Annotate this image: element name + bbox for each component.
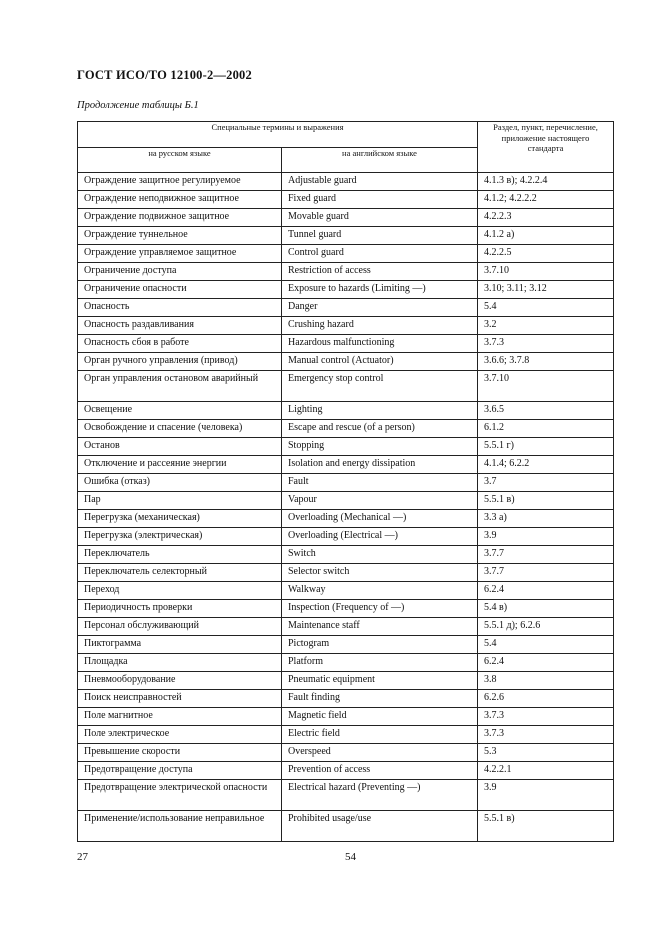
header-special-terms: Специальные термины и выражения [78, 122, 478, 148]
term-english: Restriction of access [282, 263, 478, 281]
term-reference: 3.7.7 [478, 546, 614, 564]
term-english: Exposure to hazards (Limiting —) [282, 281, 478, 299]
table-row [78, 672, 614, 690]
term-english: Hazardous malfunctioning [282, 335, 478, 353]
term-reference: 6.1.2 [478, 420, 614, 438]
term-reference: 4.2.2.1 [478, 762, 614, 780]
term-english: Stopping [282, 438, 478, 456]
term-english: Fault [282, 474, 478, 492]
term-russian: Пиктограмма [78, 636, 282, 654]
table-row [78, 317, 614, 335]
header-section-reference: Раздел, пункт, перечисление, приложение настоящего стандарта [478, 122, 614, 173]
table-row [78, 371, 614, 402]
table-row [78, 474, 614, 492]
term-english: Lighting [282, 402, 478, 420]
term-english: Control guard [282, 245, 478, 263]
term-russian: Персонал обслуживающий [78, 618, 282, 636]
page-number-center: 54 [345, 851, 356, 863]
table-row [78, 209, 614, 227]
table-row [78, 744, 614, 762]
term-reference: 3.7.3 [478, 335, 614, 353]
terms-table [77, 121, 614, 842]
table-row [78, 281, 614, 299]
term-russian: Опасность сбоя в работе [78, 335, 282, 353]
term-reference: 3.7.7 [478, 564, 614, 582]
term-english: Maintenance staff [282, 618, 478, 636]
term-russian: Пар [78, 492, 282, 510]
term-english: Overloading (Electrical —) [282, 528, 478, 546]
table-row [78, 528, 614, 546]
term-reference: 3.7.3 [478, 726, 614, 744]
term-english: Electrical hazard (Preventing —) [282, 780, 478, 811]
term-english: Manual control (Actuator) [282, 353, 478, 371]
term-reference: 3.6.6; 3.7.8 [478, 353, 614, 371]
document-title: ГОСТ ИСО/ТО 12100-2—2002 [77, 68, 252, 82]
table-row [78, 173, 614, 191]
term-reference: 4.2.2.3 [478, 209, 614, 227]
term-english: Isolation and energy dissipation [282, 456, 478, 474]
term-russian: Останов [78, 438, 282, 456]
term-reference: 6.2.6 [478, 690, 614, 708]
term-english: Movable guard [282, 209, 478, 227]
term-reference: 5.5.1 в) [478, 811, 614, 842]
table-row [78, 420, 614, 438]
table-row [78, 582, 614, 600]
term-reference: 5.5.1 д); 6.2.6 [478, 618, 614, 636]
term-reference: 5.5.1 в) [478, 492, 614, 510]
term-russian: Перегрузка (электрическая) [78, 528, 282, 546]
page-number-left: 27 [77, 851, 88, 863]
term-russian: Освещение [78, 402, 282, 420]
table-row [78, 780, 614, 811]
term-reference: 6.2.4 [478, 654, 614, 672]
table-row [78, 402, 614, 420]
table-row [78, 353, 614, 371]
term-russian: Превышение скорости [78, 744, 282, 762]
term-russian: Периодичность проверки [78, 600, 282, 618]
term-russian: Применение/использование неправильное [78, 811, 282, 842]
term-reference: 4.1.4; 6.2.2 [478, 456, 614, 474]
term-russian: Переход [78, 582, 282, 600]
term-english: Adjustable guard [282, 173, 478, 191]
term-reference: 4.2.2.5 [478, 245, 614, 263]
term-russian: Опасность раздавливания [78, 317, 282, 335]
term-reference: 4.1.2; 4.2.2.2 [478, 191, 614, 209]
term-english: Fault finding [282, 690, 478, 708]
term-reference: 5.4 в) [478, 600, 614, 618]
table-continuation-caption: Продолжение таблицы Б.1 [77, 100, 199, 111]
term-russian: Опасность [78, 299, 282, 317]
term-reference: 3.7 [478, 474, 614, 492]
term-russian: Ограждение туннельное [78, 227, 282, 245]
term-russian: Ограничение доступа [78, 263, 282, 281]
term-reference: 3.7.10 [478, 263, 614, 281]
table-row [78, 335, 614, 353]
term-russian: Ограничение опасности [78, 281, 282, 299]
term-reference: 5.5.1 г) [478, 438, 614, 456]
header-english: на английском языке [282, 148, 478, 173]
term-english: Pneumatic equipment [282, 672, 478, 690]
term-reference: 3.9 [478, 780, 614, 811]
term-russian: Предотвращение доступа [78, 762, 282, 780]
term-reference: 3.9 [478, 528, 614, 546]
term-reference: 3.2 [478, 317, 614, 335]
term-english: Emergency stop control [282, 371, 478, 402]
term-russian: Отключение и рассеяние энергии [78, 456, 282, 474]
term-english: Prevention of access [282, 762, 478, 780]
term-reference: 3.6.5 [478, 402, 614, 420]
table-row [78, 438, 614, 456]
table-row [78, 245, 614, 263]
term-english: Escape and rescue (of a person) [282, 420, 478, 438]
table-row [78, 618, 614, 636]
term-russian: Освобождение и спасение (человека) [78, 420, 282, 438]
term-reference: 3.7.10 [478, 371, 614, 402]
term-english: Overloading (Mechanical —) [282, 510, 478, 528]
term-reference: 5.3 [478, 744, 614, 762]
term-english: Danger [282, 299, 478, 317]
table-row [78, 299, 614, 317]
term-english: Switch [282, 546, 478, 564]
term-english: Prohibited usage/use [282, 811, 478, 842]
term-english: Tunnel guard [282, 227, 478, 245]
term-russian: Орган ручного управления (привод) [78, 353, 282, 371]
table-row [78, 492, 614, 510]
header-russian: на русском языке [78, 148, 282, 173]
term-russian: Орган управления остановом аварийный [78, 371, 282, 402]
table-row [78, 510, 614, 528]
term-russian: Переключатель селекторный [78, 564, 282, 582]
term-russian: Переключатель [78, 546, 282, 564]
term-russian: Ограждение защитное регулируемое [78, 173, 282, 191]
term-russian: Ограждение управляемое защитное [78, 245, 282, 263]
term-english: Electric field [282, 726, 478, 744]
table-row [78, 811, 614, 842]
term-english: Vapour [282, 492, 478, 510]
term-russian: Ошибка (отказ) [78, 474, 282, 492]
table-row [78, 456, 614, 474]
term-russian: Предотвращение электрической опасности [78, 780, 282, 811]
table-row [78, 546, 614, 564]
term-english: Inspection (Frequency of —) [282, 600, 478, 618]
term-russian: Ограждение подвижное защитное [78, 209, 282, 227]
term-reference: 4.1.3 в); 4.2.2.4 [478, 173, 614, 191]
term-reference: 3.8 [478, 672, 614, 690]
table-row [78, 690, 614, 708]
table-row [78, 263, 614, 281]
table-row [78, 708, 614, 726]
term-russian: Перегрузка (механическая) [78, 510, 282, 528]
term-english: Overspeed [282, 744, 478, 762]
term-reference: 6.2.4 [478, 582, 614, 600]
term-reference: 3.7.3 [478, 708, 614, 726]
term-english: Platform [282, 654, 478, 672]
term-russian: Пневмооборудование [78, 672, 282, 690]
term-reference: 4.1.2 а) [478, 227, 614, 245]
term-english: Magnetic field [282, 708, 478, 726]
term-reference: 3.3 а) [478, 510, 614, 528]
term-reference: 3.10; 3.11; 3.12 [478, 281, 614, 299]
table-row [78, 762, 614, 780]
term-russian: Ограждение неподвижное защитное [78, 191, 282, 209]
table-row [78, 191, 614, 209]
term-english: Pictogram [282, 636, 478, 654]
term-russian: Поле магнитное [78, 708, 282, 726]
term-english: Fixed guard [282, 191, 478, 209]
table-row [78, 726, 614, 744]
term-english: Crushing hazard [282, 317, 478, 335]
term-reference: 5.4 [478, 636, 614, 654]
term-english: Selector switch [282, 564, 478, 582]
term-english: Walkway [282, 582, 478, 600]
term-russian: Площадка [78, 654, 282, 672]
term-russian: Поле электрическое [78, 726, 282, 744]
table-row [78, 636, 614, 654]
table-row [78, 564, 614, 582]
table-row [78, 600, 614, 618]
table-row [78, 227, 614, 245]
table-row [78, 654, 614, 672]
term-russian: Поиск неисправностей [78, 690, 282, 708]
term-reference: 5.4 [478, 299, 614, 317]
